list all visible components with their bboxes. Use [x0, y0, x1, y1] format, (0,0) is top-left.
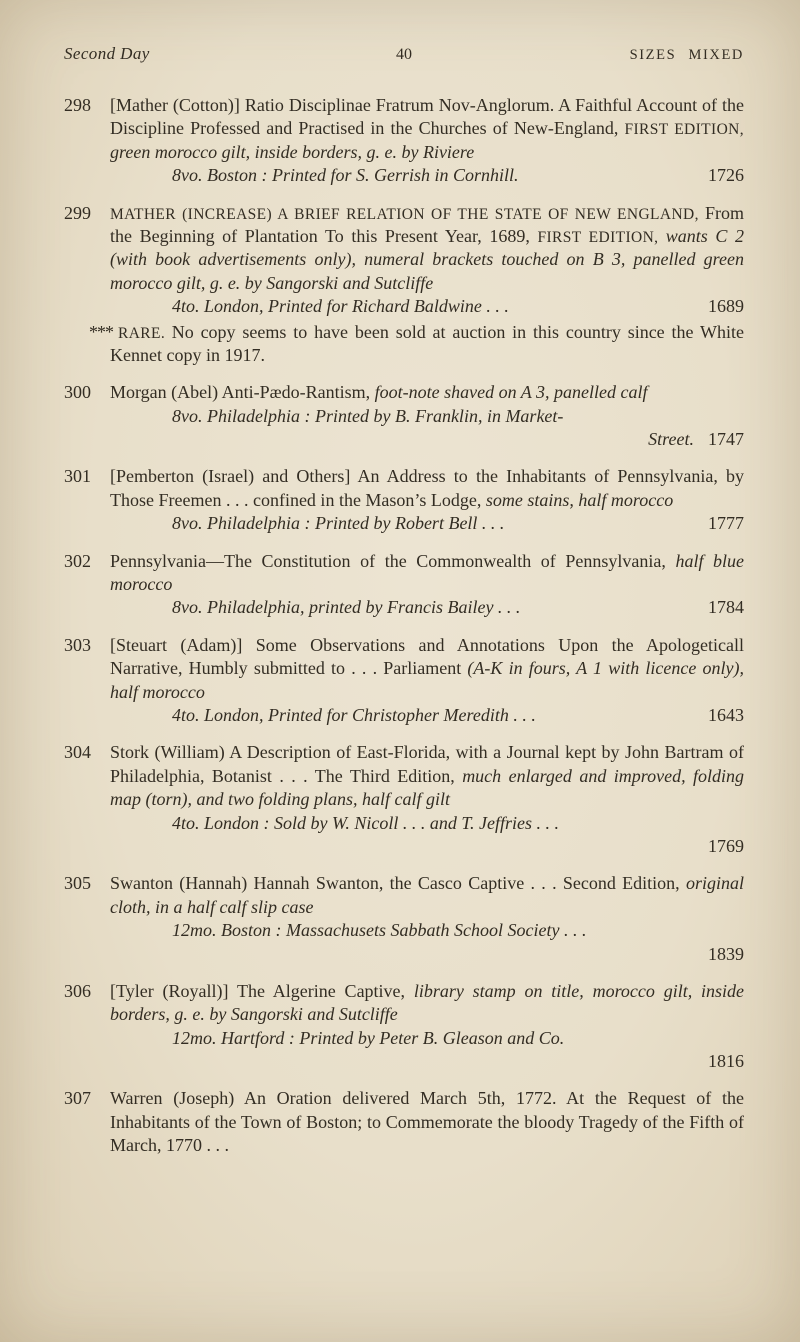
- lot-imprint: [110, 704, 744, 727]
- lot-entry: [64, 550, 744, 620]
- imprint-date: 1726: [708, 165, 744, 186]
- imprint-text: 8vo. Philadelphia, printed by Francis Bailey . . .: [172, 597, 521, 618]
- imprint-line: [110, 835, 744, 858]
- imprint-line: [110, 295, 744, 318]
- imprint-date: 1747: [708, 429, 744, 450]
- lot-note: [89, 321, 744, 368]
- imprint-text: 4to. London, Printed for Christopher Meredith . . .: [172, 704, 536, 725]
- lot-text-segment: Pennsylvania—The Constitution of the Commonwealth of Pennsylvania,: [110, 550, 676, 571]
- lot-entry: [64, 872, 744, 966]
- lot-text-segment: FIRST EDITION,: [537, 228, 666, 246]
- lot-entry: [64, 94, 744, 188]
- lot-number: 299: [64, 202, 91, 223]
- imprint-text: 4to. London : Sold by W. Nicoll . . . and T. Jeffries . . .: [172, 812, 559, 833]
- lot-body: [110, 94, 744, 164]
- lot-imprint: [110, 405, 744, 452]
- imprint-line: [110, 596, 744, 619]
- imprint-text: 12mo. Boston : Massachusets Sabbath School Society . . .: [172, 920, 587, 941]
- lot-imprint: [110, 512, 744, 535]
- lot-text-segment: [Steuart (Adam)] Some Observations and Annotations Upon the Apologeticall Narrative, Humbly submitted to . . . Parliament: [110, 634, 744, 679]
- lot-imprint: [110, 596, 744, 619]
- lot-entry: [64, 741, 744, 858]
- page-number: 40: [396, 46, 412, 63]
- lot-text-segment: much enlarged and improved, folding map (torn), and two folding plans, half calf gilt: [110, 765, 744, 810]
- imprint-line: [110, 512, 744, 535]
- lot-imprint: [110, 812, 744, 859]
- imprint-line: [110, 812, 744, 835]
- lot-text-segment: some stains, half morocco: [485, 489, 674, 510]
- lot-text-segment: Swanton (Hannah) Hannah Swanton, the Casco Captive . . . Second Edition,: [110, 873, 686, 894]
- lot-number: 303: [64, 634, 91, 655]
- lot-entry: [64, 381, 744, 451]
- imprint-line: [110, 405, 744, 428]
- lot-text-segment: RARE.: [118, 324, 172, 342]
- lot-entry: [64, 465, 744, 535]
- lot-number: 300: [64, 382, 91, 403]
- imprint-date: 1777: [708, 513, 744, 534]
- lot-body: [110, 381, 744, 404]
- lot-text-segment: wants C 2 (with book advertisements only), numeral brackets touched on B 3, panelled green morocco gilt, g. e. by Sangorski and Sutcliffe: [110, 225, 744, 293]
- lot-entry: [64, 202, 744, 368]
- imprint-line: [110, 943, 744, 966]
- imprint-text: 12mo. Hartford : Printed by Peter B. Gleason and Co.: [172, 1027, 565, 1048]
- lot-body: [110, 634, 744, 704]
- lot-imprint: [110, 164, 744, 187]
- lot-entry: [64, 634, 744, 728]
- lot-text-segment: MATHER (INCREASE) A BRIEF RELATION OF THE STATE OF NEW ENGLAND,: [110, 205, 705, 223]
- imprint-line: [110, 164, 744, 187]
- lot-number: 301: [64, 466, 91, 487]
- lot-imprint: [110, 295, 744, 318]
- lot-entry: [64, 1087, 744, 1157]
- imprint-text: 8vo. Philadelphia : Printed by Robert Bell . . .: [172, 513, 505, 534]
- lot-text-segment: FIRST EDITION,: [624, 121, 744, 139]
- lot-text-segment: Stork (William) A Description of East-Florida, with a Journal kept by John Bartram of Philadelphia, Botanist . . . The Third Edition,: [110, 742, 744, 786]
- imprint-date: 1643: [708, 704, 744, 725]
- lot-text-segment: Warren (Joseph) An Oration delivered March 5th, 1772. At the Request of the Inhabitants of the Town of Boston; to Commemorate the bloody Tragedy of the Fifth of March, 1770 . . .: [110, 1088, 744, 1156]
- lot-imprint: [110, 1027, 744, 1074]
- lot-text-segment: Morgan (Abel) Anti-Pædo-Rantism,: [110, 382, 375, 403]
- lot-number: 302: [64, 550, 91, 571]
- imprint-line: [110, 428, 744, 451]
- imprint-line: [110, 704, 744, 727]
- lot-body: [110, 980, 744, 1027]
- imprint-line: [110, 1050, 744, 1073]
- lot-body: [110, 872, 744, 919]
- lot-imprint: [110, 919, 744, 966]
- lot-text-segment: No copy seems to have been sold at auction in this country since the White Kennet copy in 1917.: [110, 321, 744, 365]
- imprint-text: Street.: [648, 429, 694, 450]
- lot-entry: [64, 980, 744, 1074]
- lot-text-segment: original cloth, in a half calf slip case: [110, 873, 744, 917]
- imprint-line: [110, 919, 744, 942]
- lot-list: [64, 94, 744, 1158]
- lot-number: 306: [64, 980, 91, 1001]
- sizes-note: SIZES MIXED: [629, 47, 744, 63]
- lot-number: 307: [64, 1088, 91, 1109]
- section-title: Second Day: [64, 44, 150, 63]
- lot-text-segment: half blue morocco: [110, 550, 744, 595]
- lot-text-segment: [Pemberton (Israel) and Others] An Address to the Inhabitants of Pennsylvania, by Those Freemen . . . confined in the Mason’s Lodge,: [110, 466, 744, 510]
- lot-text-segment: foot-note shaved on A 3, panelled calf: [374, 382, 648, 403]
- lot-text-segment: (A-K in fours, A 1 with licence only), half morocco: [110, 658, 745, 702]
- lot-text-segment: [Tyler (Royall)] The Algerine Captive,: [110, 980, 414, 1001]
- note-marker: ***: [89, 321, 113, 342]
- imprint-date: 1784: [708, 597, 744, 618]
- page-header: [64, 44, 744, 64]
- imprint-text: 4to. London, Printed for Richard Baldwine . . .: [172, 296, 509, 317]
- lot-text-segment: library stamp on title, morocco gilt, inside borders, g. e. by Sangorski and Sutcliffe: [110, 980, 745, 1025]
- lot-body: [110, 550, 744, 597]
- imprint-date: 1839: [708, 943, 744, 964]
- lot-body: [110, 465, 744, 512]
- lot-text-segment: green morocco gilt, inside borders, g. e. by Riviere: [110, 141, 475, 162]
- lot-text-segment: From the Beginning of Plantation To this Present Year, 1689,: [110, 202, 744, 246]
- imprint-text: 8vo. Philadelphia : Printed by B. Franklin, in Market-: [172, 405, 564, 426]
- imprint-line: [110, 1027, 744, 1050]
- imprint-date: 1769: [708, 835, 744, 856]
- lot-number: 305: [64, 873, 91, 894]
- lot-text-segment: [Mather (Cotton)] Ratio Disciplinae Fratrum Nov-Anglorum. A Faithful Account of the Discipline Professed and Practised in the Churches of New-England,: [110, 95, 744, 139]
- lot-number: 298: [64, 95, 91, 115]
- lot-number: 304: [64, 742, 91, 763]
- imprint-text: 8vo. Boston : Printed for S. Gerrish in Cornhill.: [172, 165, 519, 186]
- imprint-date: 1816: [708, 1051, 744, 1072]
- lot-body: [110, 741, 744, 811]
- lot-body: [110, 1087, 744, 1157]
- imprint-date: 1689: [708, 296, 744, 317]
- lot-body: [110, 202, 744, 296]
